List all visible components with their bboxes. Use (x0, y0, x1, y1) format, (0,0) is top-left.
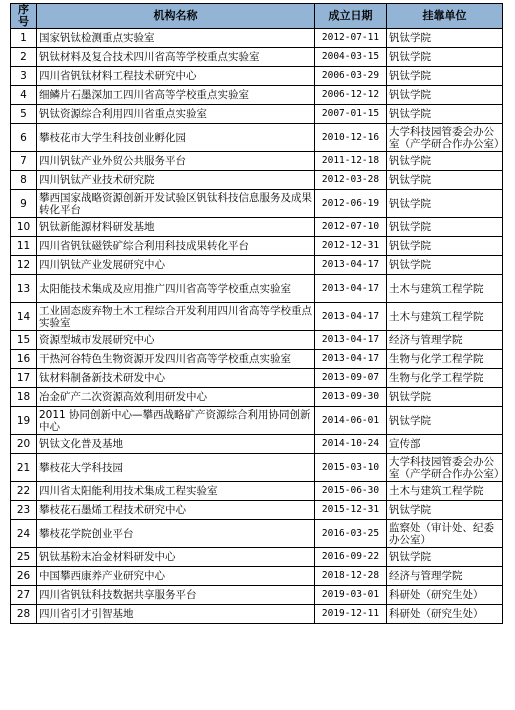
table-row (11, 86, 503, 105)
cell-established-date: 2004-03-15 (315, 48, 387, 67)
cell-affiliated-unit: 钒钛学院 (387, 237, 503, 256)
cell-affiliated-unit: 钒钛学院 (387, 218, 503, 237)
table-row (11, 586, 503, 605)
cell-serial: 21 (11, 454, 37, 482)
cell-established-date: 2013-04-17 (315, 350, 387, 369)
cell-affiliated-unit: 土木与建筑工程学院 (387, 482, 503, 501)
cell-serial: 19 (11, 407, 37, 435)
cell-serial: 6 (11, 124, 37, 152)
institution-table (10, 3, 503, 624)
table-body (11, 29, 503, 624)
cell-serial: 13 (11, 275, 37, 303)
table-row (11, 482, 503, 501)
cell-institution-name: 钛材料制备新技术研发中心 (37, 369, 315, 388)
cell-established-date: 2014-06-01 (315, 407, 387, 435)
cell-affiliated-unit: 钒钛学院 (387, 105, 503, 124)
cell-affiliated-unit: 钒钛学院 (387, 29, 503, 48)
cell-established-date: 2010-12-16 (315, 124, 387, 152)
cell-institution-name: 四川省钒钛磁铁矿综合利用科技成果转化平台 (37, 237, 315, 256)
table-row (11, 48, 503, 67)
cell-serial: 12 (11, 256, 37, 275)
header-name: 机构名称 (37, 4, 315, 29)
cell-serial: 7 (11, 152, 37, 171)
cell-institution-name: 四川省钒钛材料工程技术研究中心 (37, 67, 315, 86)
cell-institution-name: 四川省引才引智基地 (37, 605, 315, 624)
table-row (11, 501, 503, 520)
table-row (11, 331, 503, 350)
cell-affiliated-unit: 大学科技园管委会办公室（产学研合作办公室） (387, 124, 503, 152)
cell-affiliated-unit: 钒钛学院 (387, 86, 503, 105)
table-row (11, 256, 503, 275)
cell-affiliated-unit: 大学科技园管委会办公室（产学研合作办公室） (387, 454, 503, 482)
cell-established-date: 2015-06-30 (315, 482, 387, 501)
table-row (11, 548, 503, 567)
cell-established-date: 2016-03-25 (315, 520, 387, 548)
cell-institution-name: 钒钛资源综合利用四川省重点实验室 (37, 105, 315, 124)
cell-serial: 22 (11, 482, 37, 501)
table-row (11, 567, 503, 586)
cell-established-date: 2019-12-11 (315, 605, 387, 624)
cell-institution-name: 2011 协同创新中心—攀西战略矿产资源综合利用协同创新中心 (37, 407, 315, 435)
cell-serial: 14 (11, 303, 37, 331)
table-row (11, 605, 503, 624)
cell-affiliated-unit: 钒钛学院 (387, 152, 503, 171)
cell-institution-name: 冶金矿产二次资源高效利用研发中心 (37, 388, 315, 407)
cell-affiliated-unit: 钒钛学院 (387, 548, 503, 567)
cell-serial: 11 (11, 237, 37, 256)
cell-serial: 18 (11, 388, 37, 407)
cell-established-date: 2012-12-31 (315, 237, 387, 256)
table-row (11, 369, 503, 388)
cell-affiliated-unit: 钒钛学院 (387, 256, 503, 275)
cell-institution-name: 攀枝花石墨烯工程技术研究中心 (37, 501, 315, 520)
table-row (11, 237, 503, 256)
cell-institution-name: 工业固态废弃物土木工程综合开发利用四川省高等学校重点实验室 (37, 303, 315, 331)
cell-serial: 20 (11, 435, 37, 454)
cell-affiliated-unit: 土木与建筑工程学院 (387, 275, 503, 303)
cell-established-date: 2015-03-10 (315, 454, 387, 482)
cell-established-date: 2013-04-17 (315, 303, 387, 331)
table-row (11, 152, 503, 171)
table-row (11, 275, 503, 303)
cell-serial: 27 (11, 586, 37, 605)
table-row (11, 388, 503, 407)
cell-institution-name: 资源型城市发展研究中心 (37, 331, 315, 350)
table-row (11, 350, 503, 369)
cell-institution-name: 四川钒钛产业发展研究中心 (37, 256, 315, 275)
cell-affiliated-unit: 生物与化学工程学院 (387, 350, 503, 369)
cell-established-date: 2006-12-12 (315, 86, 387, 105)
table-row (11, 29, 503, 48)
cell-affiliated-unit: 经济与管理学院 (387, 331, 503, 350)
cell-affiliated-unit: 钒钛学院 (387, 501, 503, 520)
cell-affiliated-unit: 监察处（审计处、纪委办公室） (387, 520, 503, 548)
cell-serial: 24 (11, 520, 37, 548)
cell-serial: 25 (11, 548, 37, 567)
table-row (11, 218, 503, 237)
header-serial: 序号 (11, 4, 37, 29)
cell-affiliated-unit: 钒钛学院 (387, 171, 503, 190)
cell-institution-name: 钒钛新能源材料研发基地 (37, 218, 315, 237)
institution-table-container (10, 3, 505, 624)
cell-established-date: 2015-12-31 (315, 501, 387, 520)
cell-established-date: 2013-04-17 (315, 275, 387, 303)
cell-established-date: 2006-03-29 (315, 67, 387, 86)
cell-established-date: 2013-04-17 (315, 256, 387, 275)
cell-serial: 26 (11, 567, 37, 586)
header-date: 成立日期 (315, 4, 387, 29)
cell-established-date: 2013-09-30 (315, 388, 387, 407)
cell-affiliated-unit: 科研处（研究生处） (387, 586, 503, 605)
cell-affiliated-unit: 经济与管理学院 (387, 567, 503, 586)
table-row (11, 520, 503, 548)
cell-serial: 17 (11, 369, 37, 388)
cell-institution-name: 攀枝花大学科技园 (37, 454, 315, 482)
header-unit: 挂靠单位 (387, 4, 503, 29)
cell-established-date: 2012-07-11 (315, 29, 387, 48)
table-row (11, 124, 503, 152)
cell-serial: 4 (11, 86, 37, 105)
table-row (11, 105, 503, 124)
cell-serial: 28 (11, 605, 37, 624)
cell-serial: 3 (11, 67, 37, 86)
cell-affiliated-unit: 钒钛学院 (387, 67, 503, 86)
table-row (11, 435, 503, 454)
cell-institution-name: 四川省钒钛科技数据共享服务平台 (37, 586, 315, 605)
cell-institution-name: 国家钒钛检测重点实验室 (37, 29, 315, 48)
table-row (11, 190, 503, 218)
cell-serial: 23 (11, 501, 37, 520)
table-row (11, 171, 503, 190)
cell-serial: 2 (11, 48, 37, 67)
cell-affiliated-unit: 钒钛学院 (387, 48, 503, 67)
cell-established-date: 2018-12-28 (315, 567, 387, 586)
cell-institution-name: 四川钒钛产业外贸公共服务平台 (37, 152, 315, 171)
cell-established-date: 2016-09-22 (315, 548, 387, 567)
cell-institution-name: 太阳能技术集成及应用推广四川省高等学校重点实验室 (37, 275, 315, 303)
cell-established-date: 2012-03-28 (315, 171, 387, 190)
cell-institution-name: 细鳞片石墨深加工四川省高等学校重点实验室 (37, 86, 315, 105)
cell-institution-name: 钒钛文化普及基地 (37, 435, 315, 454)
cell-institution-name: 攀西国家战略资源创新开发试验区钒钛科技信息服务及成果转化平台 (37, 190, 315, 218)
table-row (11, 454, 503, 482)
cell-institution-name: 四川钒钛产业技术研究院 (37, 171, 315, 190)
cell-established-date: 2014-10-24 (315, 435, 387, 454)
cell-serial: 8 (11, 171, 37, 190)
cell-affiliated-unit: 钒钛学院 (387, 190, 503, 218)
table-header-row (11, 4, 503, 29)
cell-affiliated-unit: 钒钛学院 (387, 388, 503, 407)
cell-affiliated-unit: 土木与建筑工程学院 (387, 303, 503, 331)
cell-established-date: 2013-04-17 (315, 331, 387, 350)
cell-established-date: 2012-06-19 (315, 190, 387, 218)
cell-serial: 10 (11, 218, 37, 237)
cell-serial: 16 (11, 350, 37, 369)
cell-institution-name: 钒钛基粉末冶金材料研发中心 (37, 548, 315, 567)
cell-serial: 5 (11, 105, 37, 124)
cell-established-date: 2019-03-01 (315, 586, 387, 605)
table-row (11, 303, 503, 331)
cell-serial: 9 (11, 190, 37, 218)
cell-affiliated-unit: 科研处（研究生处） (387, 605, 503, 624)
cell-established-date: 2007-01-15 (315, 105, 387, 124)
cell-established-date: 2013-09-07 (315, 369, 387, 388)
cell-affiliated-unit: 宣传部 (387, 435, 503, 454)
cell-institution-name: 四川省太阳能利用技术集成工程实验室 (37, 482, 315, 501)
cell-institution-name: 攀枝花学院创业平台 (37, 520, 315, 548)
cell-institution-name: 中国攀西康养产业研究中心 (37, 567, 315, 586)
table-row (11, 407, 503, 435)
cell-affiliated-unit: 钒钛学院 (387, 407, 503, 435)
cell-affiliated-unit: 生物与化学工程学院 (387, 369, 503, 388)
cell-established-date: 2012-07-10 (315, 218, 387, 237)
cell-serial: 1 (11, 29, 37, 48)
cell-established-date: 2011-12-18 (315, 152, 387, 171)
cell-institution-name: 干热河谷特色生物资源开发四川省高等学校重点实验室 (37, 350, 315, 369)
cell-serial: 15 (11, 331, 37, 350)
cell-institution-name: 钒钛材料及复合技术四川省高等学校重点实验室 (37, 48, 315, 67)
table-row (11, 67, 503, 86)
cell-institution-name: 攀枝花市大学生科技创业孵化园 (37, 124, 315, 152)
